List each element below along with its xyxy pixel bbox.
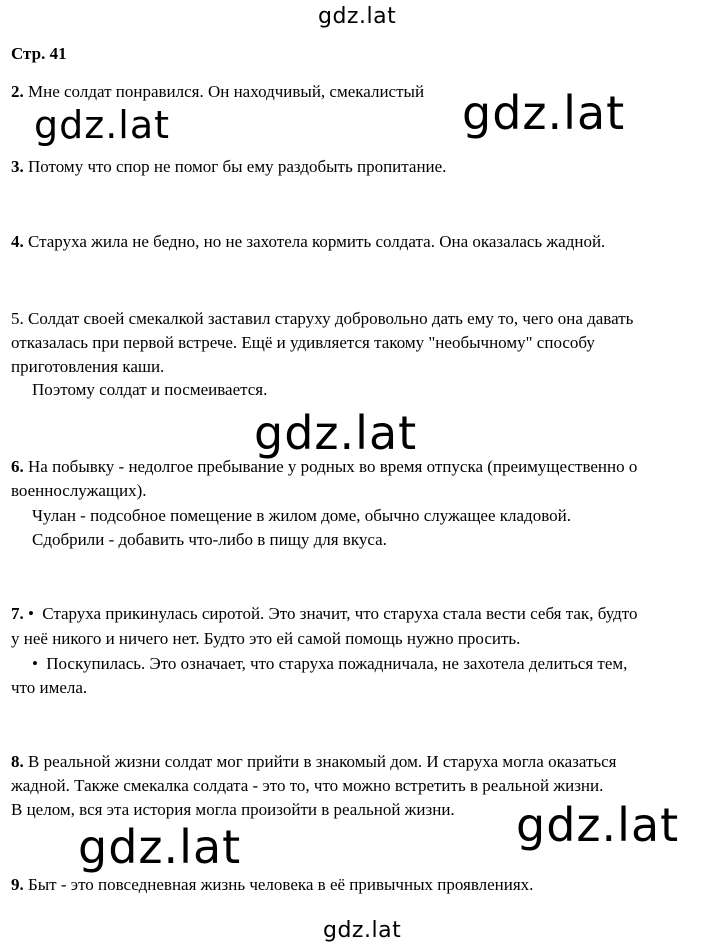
watermark-left-2: gdz.lat [78, 820, 242, 874]
answer-8-line-3: В целом, вся эта история могла произойти в реальной жизни. [11, 800, 455, 819]
bullet: • [32, 654, 38, 673]
answer-number: 7. [11, 604, 24, 623]
answer-number: 2. [11, 82, 24, 101]
answer-8-line-1 [11, 752, 617, 772]
answer-text: Мне солдат понравился. Он находчивый, смекалистый [23, 82, 425, 101]
answer-6-line-1 [11, 457, 637, 477]
watermark-top: gdz.lat [318, 4, 397, 29]
answer-number: 3. [11, 157, 24, 176]
answer-7-line-3 [32, 654, 627, 674]
answer-text: Старуха жила не бедно, но не захотела кормить солдата. Она оказалась жадной. [23, 232, 606, 251]
answer-7-line-1 [11, 604, 637, 624]
answer-5-line-4: Поэтому солдат и посмеивается. [32, 380, 268, 399]
watermark-bottom: gdz.lat [323, 918, 402, 943]
answer-5-line-2: отказалась при первой встрече. Ещё и удивляется такому "необычному" способу [11, 333, 595, 352]
answer-7-line-2: у неё никого и ничего нет. Будто это ей самой помощь нужно просить. [11, 629, 521, 648]
answer-4 [11, 232, 605, 252]
answer-number: 6. [11, 457, 24, 476]
answer-6-line-2: военнослужащих). [11, 481, 147, 500]
answer-text: Старуха прикинулась сиротой. Это значит, что старуха стала вести себя так, будто [42, 604, 638, 623]
answer-number: 4. [11, 232, 24, 251]
watermark-center: gdz.lat [254, 406, 418, 460]
watermark-right-2: gdz.lat [516, 798, 680, 852]
watermark-left-1: gdz.lat [34, 103, 171, 147]
answer-3 [11, 157, 446, 177]
answer-5-line-1: 5. Солдат своей смекалкой заставил старуху добровольно дать ему то, чего она давать [11, 309, 634, 328]
watermark-right-1: gdz.lat [462, 86, 626, 140]
answer-text: Быт - это повседневная жизнь человека в её привычных проявлениях. [23, 875, 534, 894]
answer-8-line-2: жадной. Также смекалка солдата - это то, что можно встретить в реальной жизни. [11, 776, 604, 795]
answer-number: 9. [11, 875, 24, 894]
answer-2 [11, 82, 424, 102]
answer-text: В реальной жизни солдат мог прийти в знакомый дом. И старуха могла оказаться [23, 752, 617, 771]
page-title: Стр. 41 [11, 44, 67, 63]
answer-text: Потому что спор не помог бы ему раздобыть пропитание. [23, 157, 447, 176]
answer-5-line-3: приготовления каши. [11, 357, 165, 376]
bullet: • [28, 604, 34, 623]
answer-number: 8. [11, 752, 24, 771]
answer-9 [11, 875, 533, 895]
answer-text: На побывку - недолгое пребывание у родных во время отпуска (преимущественно о [23, 457, 638, 476]
answer-6-line-3: Чулан - подсобное помещение в жилом доме, обычно служащее кладовой. [32, 506, 571, 525]
answer-6-line-4: Сдобрили - добавить что-либо в пищу для вкуса. [32, 530, 387, 549]
answer-text: Поскупилась. Это означает, что старуха пожадничала, не захотела делиться тем, [46, 654, 628, 673]
answer-7-line-4: что имела. [11, 678, 88, 697]
